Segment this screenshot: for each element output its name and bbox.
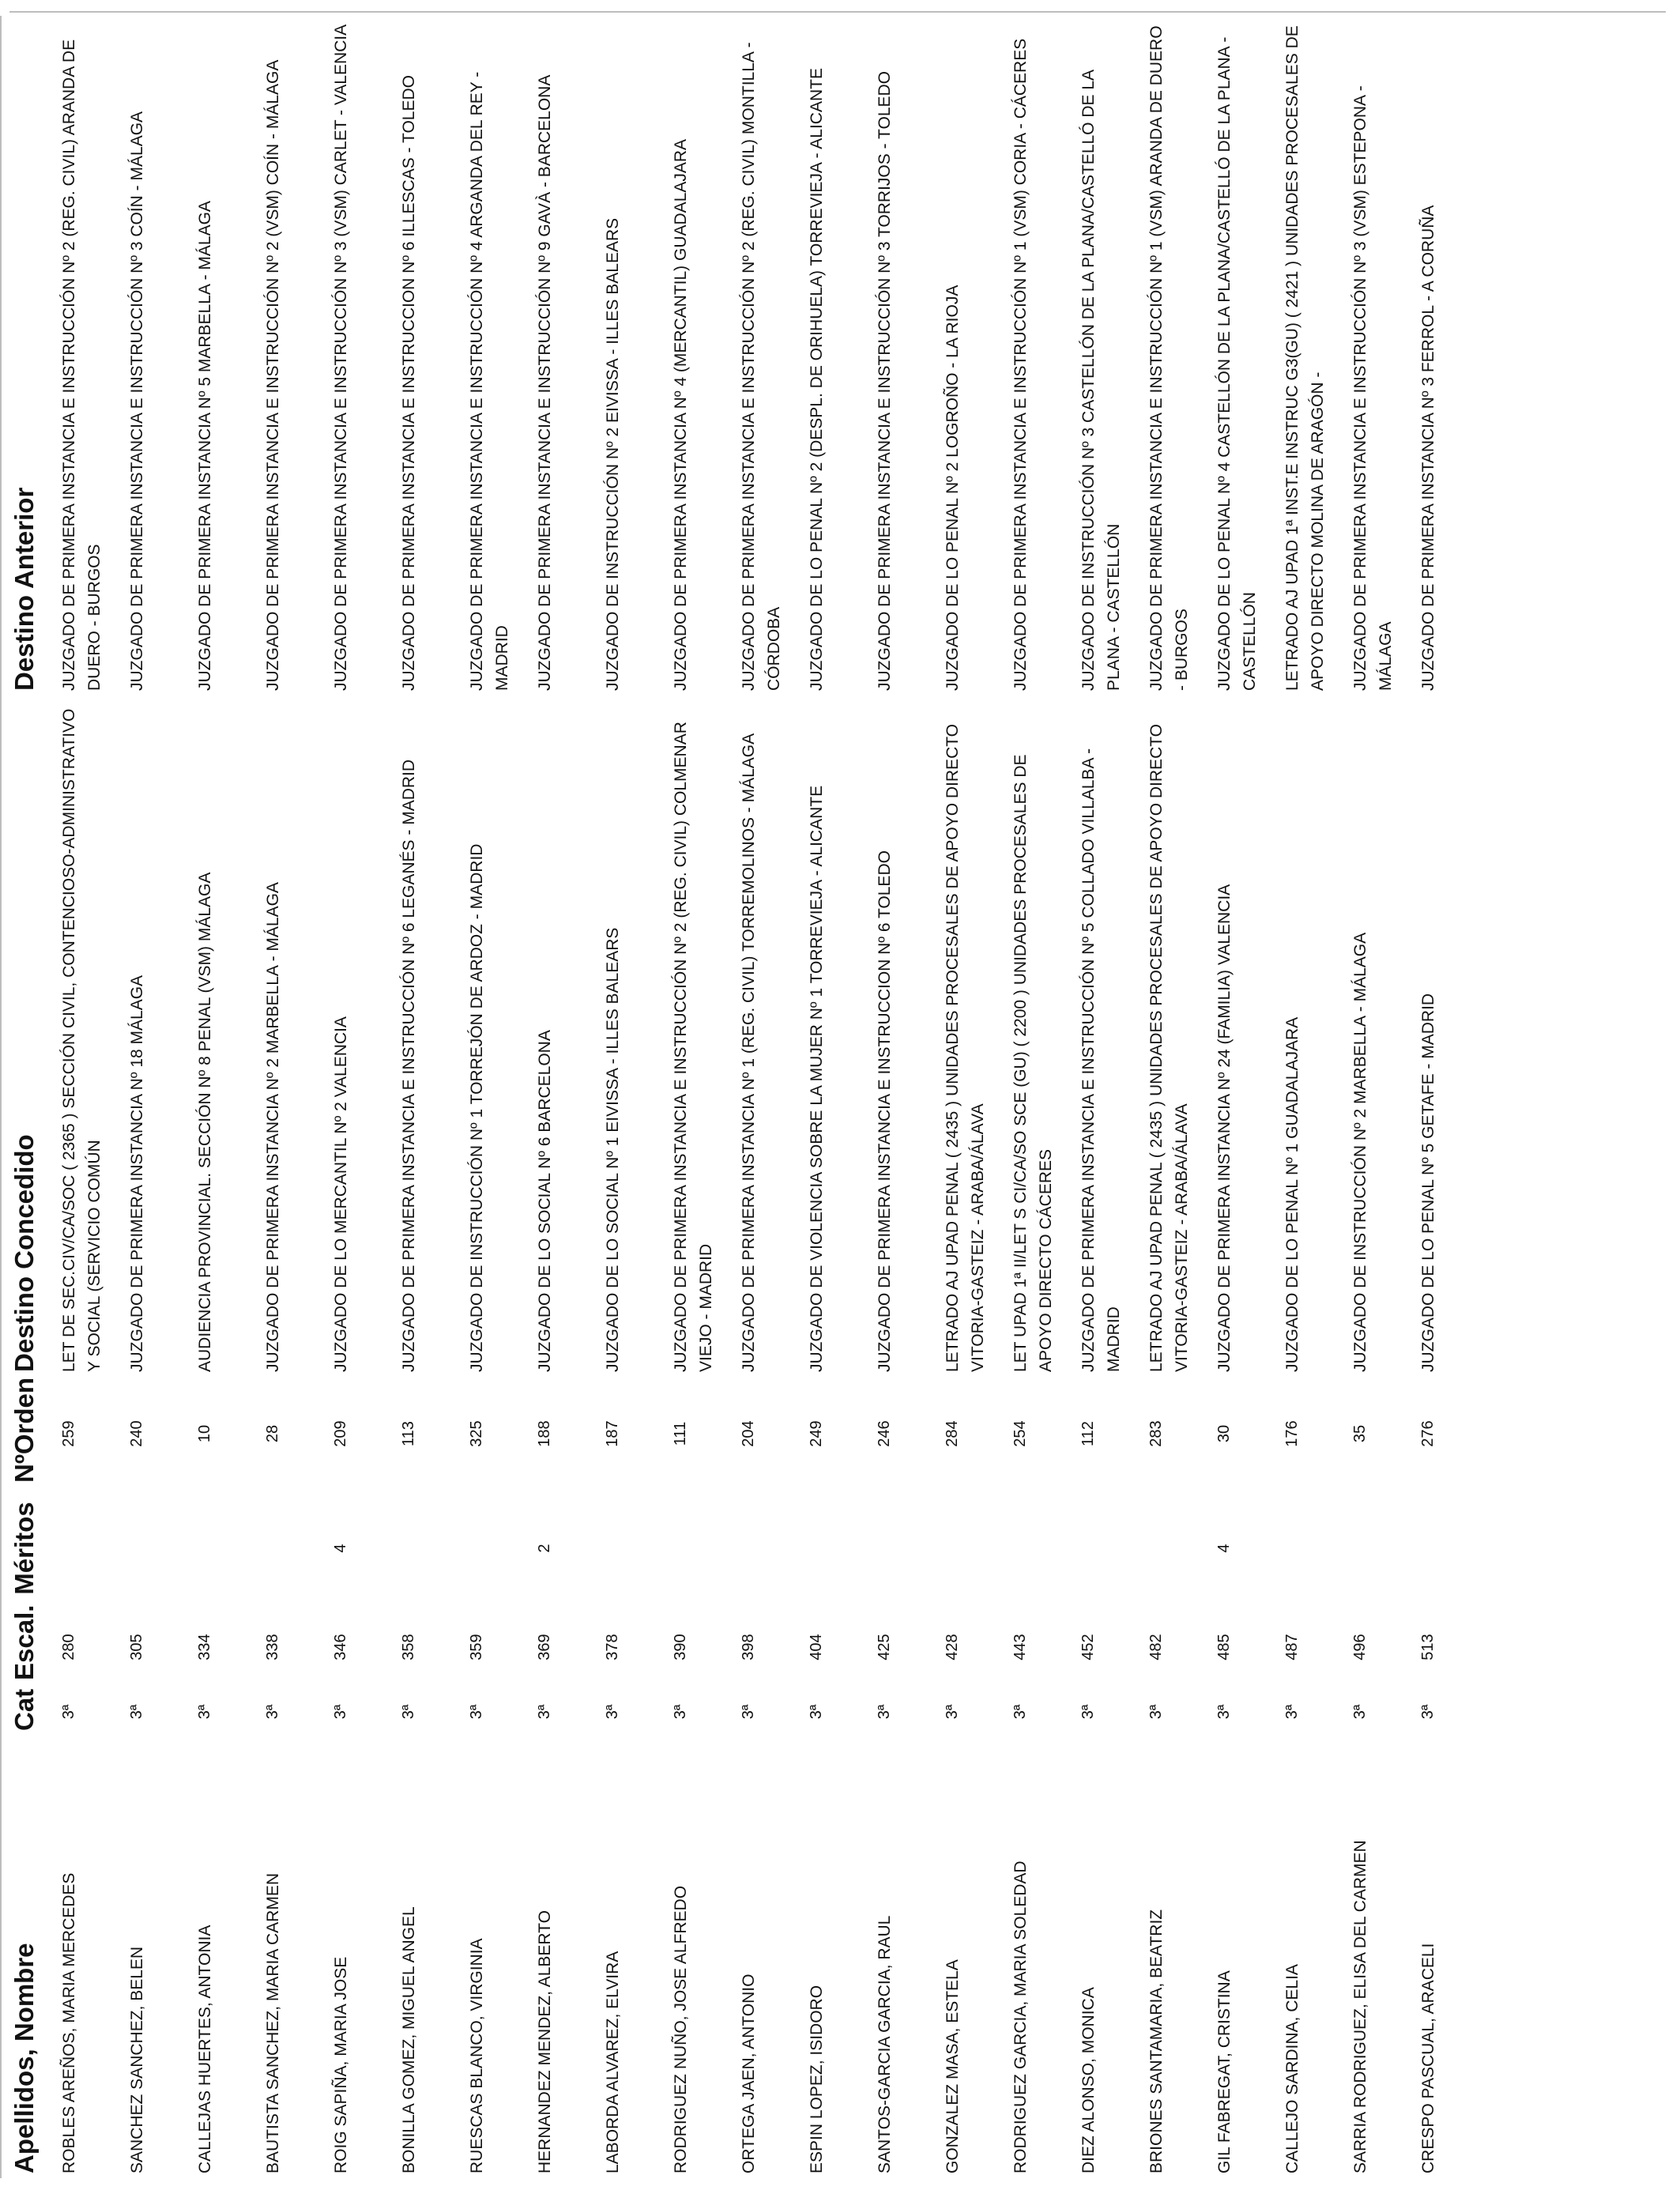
cell-escal: 305 [128,1634,145,1661]
cell-anterior: JUZGADO DE PRIMERA INSTANCIA Nº 5 MARBELLA - MÁLAGA [196,201,214,691]
cell-orden: 283 [1147,1420,1165,1447]
cell-anterior: JUZGADO DE LO PENAL Nº 2 LOGROÑO - LA RIOJA [944,285,962,691]
cell-cat: 3ª [1147,1704,1165,1720]
cell-escal: 280 [60,1634,77,1661]
cell-meritos [866,1487,934,1606]
cell-cat: 3ª [604,1704,621,1720]
cell-concedido: AUDIENCIA PROVINCIAL. SECCIÓN Nº 8 PENAL (VSM) MÁLAGA [196,872,214,1372]
cell-meritos [1274,1487,1342,1606]
cell-escal: 378 [604,1634,621,1661]
cell-orden: 204 [740,1420,757,1447]
table-row [866,16,934,2178]
cell-cat: 3ª [332,1704,349,1720]
header-cat: Cat [9,1688,39,1731]
cell-cat: 3ª [1215,1704,1233,1720]
cell-concedido: JUZGADO DE INSTRUCCIÓN Nº 2 MARBELLA - MÁLAGA [1351,932,1369,1372]
cell-escal: 428 [944,1634,961,1661]
cell-concedido: LET DE SEC.CIV/CA/SOC ( 2365 ) SECCIÓN CIVIL, CONTENCIOSO-ADMINISTRATIVO Y SOCIAL (SERVICIO COMÚN [60,708,104,1372]
cell-name: ROIG SAPIÑA, MARIA JOSE [332,1956,350,2173]
cell-anterior: JUZGADO DE PRIMERA INSTANCIA Nº 4 (MERCANTIL) GUADALAJARA [672,138,690,691]
cell-name: RODRIGUEZ NUÑO, JOSE ALFREDO [672,1885,690,2173]
cell-anterior: JUZGADO DE PRIMERA INSTANCIA E INSTRUCCIÓN Nº 1 (VSM) CORIA - CÁCERES [1011,38,1030,691]
cell-orden: 188 [536,1420,553,1447]
cell-cat: 3ª [60,1704,77,1720]
cell-cat: 3ª [876,1704,893,1720]
cell-escal: 359 [468,1634,485,1661]
cell-anterior: JUZGADO DE PRIMERA INSTANCIA E INSTRUCCIÓN Nº 1 (VSM) ARANDA DE DUERO - BURGOS [1147,25,1191,691]
table-row [51,16,119,2178]
cell-concedido: JUZGADO DE LO PENAL Nº 1 GUADALAJARA [1283,1016,1301,1372]
cell-anterior: LETRADO AJ UPAD 1ª INST.E INSTRUC G3(GU) ( 2421 ) UNIDADES PROCESALES DE APOYO DIRECTO MOLINA DE ARAGÓN - [1283,25,1327,691]
cell-concedido: JUZGADO DE LO SOCIAL Nº 6 BARCELONA [536,1030,554,1372]
cell-concedido: JUZGADO DE PRIMERA INSTANCIA E INSTRUCCIÓN Nº 5 COLLADO VILLALBA - MADRID [1079,748,1123,1372]
table-row [458,16,526,2178]
cell-anterior: JUZGADO DE PRIMERA INSTANCIA E INSTRUCCIÓN Nº 2 (REG. CIVIL) MONTILLA - CÓRDOBA [740,42,783,691]
cell-orden: 10 [196,1424,213,1443]
cell-meritos [390,1487,458,1606]
table-body [51,16,1478,2178]
table-row [1410,16,1478,2178]
table-row [1070,16,1138,2178]
cell-meritos [119,1487,186,1606]
cell-cat: 3ª [536,1704,553,1720]
cell-escal: 513 [1419,1634,1437,1661]
header-name: Apellidos, Nombre [9,1943,39,2173]
cell-escal: 487 [1283,1634,1301,1661]
cell-escal: 346 [332,1634,349,1661]
cell-meritos [934,1487,1002,1606]
cell-escal: 452 [1079,1634,1097,1661]
cell-name: SARRIA RODRIGUEZ, ELISA DEL CARMEN [1351,1840,1369,2173]
cell-cat: 3ª [944,1704,961,1720]
cell-escal: 334 [196,1634,213,1661]
cell-concedido: JUZGADO DE LO MERCANTIL Nº 2 VALENCIA [332,1016,350,1372]
header-escal: Escal. [9,1604,39,1680]
cell-orden: 249 [808,1420,825,1447]
cell-concedido: JUZGADO DE VIOLENCIA SOBRE LA MUJER Nº 1 TORREVIEJA - ALICANTE [808,785,826,1372]
cell-cat: 3ª [468,1704,485,1720]
cell-anterior: JUZGADO DE LO PENAL Nº 2 (DESPL. DE ORIHUELA) TORREVIEJA - ALICANTE [808,68,826,691]
cell-name: SANTOS-GARCIA GARCIA, RAUL [876,1915,894,2173]
cell-meritos [458,1487,526,1606]
cell-orden: 246 [876,1420,893,1447]
table-row [934,16,1002,2178]
cell-orden: 276 [1419,1420,1437,1447]
cell-meritos: 4 [332,1544,349,1553]
table-row [730,16,798,2178]
table-row [1002,16,1070,2178]
cell-meritos [186,1487,254,1606]
table-row [1206,16,1274,2178]
cell-name: CALLEJAS HUERTES, ANTONIA [196,1924,214,2173]
cell-anterior: JUZGADO DE PRIMERA INSTANCIA E INSTRUCCIÓN Nº 2 (REG. CIVIL) ARANDA DE DUERO - BURGOS [60,39,104,691]
cell-cat: 3ª [1079,1704,1097,1720]
cell-anterior: JUZGADO DE INSTRUCCIÓN Nº 3 CASTELLÓN DE LA PLANA/CASTELLÓ DE LA PLANA - CASTELLÓN [1079,70,1123,691]
top-rule [0,16,2,2178]
table-row [186,16,254,2178]
cell-anterior: JUZGADO DE PRIMERA INSTANCIA E INSTRUCCIÓN Nº 3 (VSM) CARLET - VALENCIA [332,24,350,691]
cell-escal: 338 [264,1634,281,1661]
header-concedido: Destino Concedido [9,1134,39,1372]
cell-concedido: JUZGADO DE PRIMERA INSTANCIA E INSTRUCCIÓN Nº 2 (REG. CIVIL) COLMENAR VIEJO - MADRID [672,722,715,1372]
cell-orden: 240 [128,1420,145,1447]
assignments-table [6,16,1478,2178]
cell-name: ESPIN LOPEZ, ISIDORO [808,1985,826,2173]
cell-anterior: JUZGADO DE PRIMERA INSTANCIA E INSTRUCCIÓN Nº 3 (VSM) ESTEPONA - MÁLAGA [1351,85,1395,691]
cell-cat: 3ª [740,1704,757,1720]
cell-cat: 3ª [808,1704,825,1720]
cell-concedido: JUZGADO DE INSTRUCCIÓN Nº 1 TORREJÓN DE ARDOZ - MADRID [468,843,486,1372]
cell-cat: 3ª [400,1704,417,1720]
table-row [254,16,322,2178]
cell-escal: 358 [400,1634,417,1661]
cell-escal: 369 [536,1634,553,1661]
cell-orden: 284 [944,1420,961,1447]
cell-meritos: 2 [536,1544,553,1553]
cell-anterior: JUZGADO DE PRIMERA INSTANCIA E INSTRUCCIÓN Nº 3 TORRIJOS - TOLEDO [876,70,894,691]
cell-meritos [798,1487,866,1606]
cell-escal: 404 [808,1634,825,1661]
cell-orden: 176 [1283,1420,1301,1447]
cell-escal: 398 [740,1634,757,1661]
cell-meritos [254,1487,322,1606]
cell-concedido: JUZGADO DE PRIMERA INSTANCIA E INSTRUCCION Nº 6 TOLEDO [876,850,894,1372]
cell-orden: 30 [1215,1424,1233,1443]
cell-orden: 259 [60,1420,77,1447]
cell-anterior: JUZGADO DE PRIMERA INSTANCIA E INSTRUCCIÓN Nº 3 COÍN - MÁLAGA [128,111,146,691]
cell-cat: 3ª [1283,1704,1301,1720]
cell-escal: 390 [672,1634,689,1661]
cell-meritos: 4 [1215,1544,1233,1553]
cell-orden: 254 [1011,1420,1029,1447]
cell-anterior: JUZGADO DE PRIMERA INSTANCIA E INSTRUCCION Nº 6 ILLESCAS - TOLEDO [400,75,418,691]
cell-escal: 443 [1011,1634,1029,1661]
cell-cat: 3ª [1351,1704,1369,1720]
header-meritos: Méritos [9,1502,39,1595]
cell-cat: 3ª [1011,1704,1029,1720]
cell-cat: 3ª [672,1704,689,1720]
cell-name: LABORDA ALVAREZ, ELVIRA [604,1951,622,2173]
table-row [322,16,390,2178]
cell-orden: 113 [400,1421,417,1446]
cell-name: BONILLA GOMEZ, MIGUEL ANGEL [400,1906,418,2173]
cell-anterior: JUZGADO DE PRIMERA INSTANCIA E INSTRUCCIÓN Nº 4 ARGANDA DEL REY - MADRID [468,71,511,691]
cell-cat: 3ª [196,1704,213,1720]
cell-anterior: JUZGADO DE INSTRUCCIÓN Nº 2 EIVISSA - ILLES BALEARS [604,217,622,691]
cell-meritos [1138,1487,1206,1606]
cell-name: RUESCAS BLANCO, VIRGINIA [468,1938,486,2173]
cell-meritos [662,1487,730,1606]
cell-name: CALLEJO SARDINA, CELIA [1283,1964,1301,2173]
header-anterior: Destino Anterior [9,487,39,691]
cell-orden: 209 [332,1420,349,1447]
table-row [1274,16,1342,2178]
cell-name: ROBLES AREÑOS, MARIA MERCEDES [60,1872,78,2173]
cell-anterior: JUZGADO DE LO PENAL Nº 4 CASTELLÓN DE LA PLANA/CASTELLÓ DE LA PLANA - CASTELLÓN [1215,36,1259,691]
side-rule [9,11,1666,13]
table-row [1342,16,1410,2178]
cell-meritos [1002,1487,1070,1606]
table-row [662,16,730,2178]
cell-name: GONZALEZ MASA, ESTELA [944,1959,962,2173]
cell-name: RODRIGUEZ GARCIA, MARIA SOLEDAD [1011,1860,1030,2173]
cell-concedido: JUZGADO DE PRIMERA INSTANCIA Nº 1 (REG. CIVIL) TORREMOLINOS - MÁLAGA [740,733,758,1372]
table-row [526,16,594,2178]
cell-concedido: JUZGADO DE LO SOCIAL Nº 1 EIVISSA - ILLES BALEARS [604,927,622,1372]
cell-meritos [594,1487,662,1606]
cell-name: SANCHEZ SANCHEZ, BELEN [128,1946,146,2173]
table-row [798,16,866,2178]
cell-concedido: JUZGADO DE PRIMERA INSTANCIA Nº 18 MÁLAGA [128,974,146,1372]
table-row [1138,16,1206,2178]
header-orden: NºOrden [9,1377,39,1483]
cell-orden: 187 [604,1420,621,1447]
cell-meritos [1342,1487,1410,1606]
cell-meritos [730,1487,798,1606]
cell-concedido: LETRADO AJ UPAD PENAL ( 2435 ) UNIDADES PROCESALES DE APOYO DIRECTO VITORIA-GASTEIZ - ARABA/ÁLAVA [944,723,987,1372]
cell-name: GIL FABREGAT, CRISTINA [1215,1970,1234,2173]
cell-concedido: LETRADO AJ UPAD PENAL ( 2435 ) UNIDADES PROCESALES DE APOYO DIRECTO VITORIA-GASTEIZ - ARABA/ÁLAVA [1147,723,1191,1372]
table-row [594,16,662,2178]
cell-orden: 28 [264,1424,281,1443]
cell-orden: 112 [1079,1421,1097,1446]
cell-orden: 111 [672,1421,689,1446]
cell-name: HERNANDEZ MENDEZ, ALBERTO [536,1910,554,2173]
cell-name: DIEZ ALONSO, MONICA [1079,1987,1098,2173]
header-row [6,16,51,2178]
cell-escal: 496 [1351,1634,1369,1661]
table-row [119,16,186,2178]
cell-cat: 3ª [1419,1704,1437,1720]
cell-concedido: JUZGADO DE PRIMERA INSTANCIA E INSTRUCCIÓN Nº 6 LEGANÉS - MADRID [400,759,418,1372]
cell-cat: 3ª [264,1704,281,1720]
cell-name: ORTEGA JAEN, ANTONIO [740,1973,758,2173]
cell-cat: 3ª [128,1704,145,1720]
cell-orden: 325 [468,1420,485,1447]
cell-meritos [1070,1487,1138,1606]
cell-anterior: JUZGADO DE PRIMERA INSTANCIA E INSTRUCCIÓN Nº 9 GAVÀ - BARCELONA [536,74,554,691]
table-row [390,16,458,2178]
cell-name: BAUTISTA SANCHEZ, MARIA CARMEN [264,1873,282,2173]
cell-escal: 482 [1147,1634,1165,1661]
cell-concedido: JUZGADO DE PRIMERA INSTANCIA Nº 2 MARBELLA - MÁLAGA [264,882,282,1372]
cell-orden: 35 [1351,1424,1369,1443]
cell-concedido: JUZGADO DE LO PENAL Nº 5 GETAFE - MADRID [1419,993,1437,1372]
cell-escal: 485 [1215,1634,1233,1661]
cell-meritos [51,1487,119,1606]
cell-name: BRIONES SANTAMARIA, BEATRIZ [1147,1909,1166,2173]
cell-concedido: LET UPAD 1ª II/LET S CI/CA/SO SCE (GU) ( 2200 ) UNIDADES PROCESALES DE APOYO DIRECTO CÁCERES [1011,754,1055,1372]
cell-anterior: JUZGADO DE PRIMERA INSTANCIA Nº 3 FERROL - A CORUÑA [1419,205,1437,691]
cell-escal: 425 [876,1634,893,1661]
cell-meritos [1410,1487,1478,1606]
cell-anterior: JUZGADO DE PRIMERA INSTANCIA E INSTRUCCIÓN Nº 2 (VSM) COÍN - MÁLAGA [264,59,282,691]
cell-name: CRESPO PASCUAL, ARACELI [1419,1943,1437,2173]
cell-concedido: JUZGADO DE PRIMERA INSTANCIA Nº 24 (FAMILIA) VALENCIA [1215,884,1234,1372]
